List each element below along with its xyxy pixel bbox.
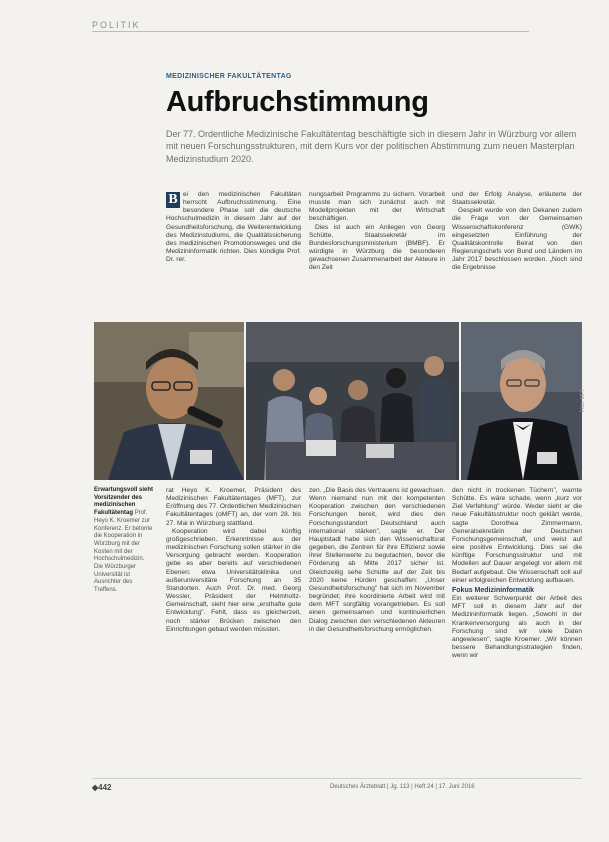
body-paragraph: nungsarbeit Programms zu sichern. Vorarbeit musste man sich zunächst auch mit Modellprojekten mit der Wirtschaft beschäftigen. — [309, 191, 445, 223]
body-column-4 — [166, 487, 301, 772]
photo-portrait — [461, 322, 582, 480]
body-paragraph: Kooperation wird dabei künftig großgeschrieben. Erkenntnisse aus der medizinischen Forschung sollen stärker in die Versorgung gebracht werden. Kooperation gebe es aber bereits auf verschiedenen Ebenen: etwa Universitätsklinika und außeruniversitäre Forschung an 35 Standorten. Auch Prof. Dr. med. Georg Wessler, Präsident der Helmholtz-Gemeinschaft, sieht hier eine „ersthafte gute Entwicklung". Fehlt, dass es gleicherzeit, noch stärker Brücken zwischen den Einrichtungen gebaut werden müssten. — [166, 527, 301, 633]
footer-citation: Deutsches Ärzteblatt | Jg. 113 | Heft 24 | 17. Juni 2016 — [330, 784, 475, 790]
body-paragraph: Ein weiterer Schwerpunkt der Arbeit des MFT soll in diesem Jahr auf der Medizininformatik liegen. „Sowohl in der Krankenversorgung als auch in der Forschung sind wir viele Daten angewiesen", sagte Kroemer. „Wir können bessere Behandlungsstrategien finden, wenn wir — [452, 595, 582, 660]
body-column-6 — [452, 487, 582, 772]
photo-credit: Foto: MFT — [580, 388, 586, 412]
headline: Aufbruchstimmung — [166, 86, 429, 118]
body-paragraph: Dies ist auch ein Anliegen von Georg Schütte, Staatssekretär im Bundesforschungsministerium (BMBF). Er würdigte in Würzburg die besonderen gewachsenen Zusammenarbeit der Akteure in den Zeit — [309, 223, 445, 272]
photo-caption — [94, 487, 154, 595]
body-column-3 — [452, 191, 582, 316]
body-paragraph: den nicht in trockenen Tüchern", warnte Schütte. Es wäre schade, wenn „kurz vor Ziel Verfehlung" würde. Weder sieht er die neue Fakultätsstruktur noch geklärt werde, sagte Dorothea Zimmermann, Generalsekretärin der Deutschen Forschungsgemeinschaft, und weist auf eine positive Entwicklung. Dies sei die künftige Forschungsstruktur und mit Modellen auf Dauer angelegt vor allem mit Bedarf aufgebaut. Die Wissenschaft soll auf einer erfolgreichen Entwicklung aufbauen. — [452, 487, 582, 584]
body-paragraph: und der Erfolg Analyse, erläuterte der Staatssekretär. — [452, 191, 582, 207]
body-paragraph: zen. „Die Basis des Vertrauens ist gewachsen. Wenn niemand nun mit der kompetenten Kooperation zwischen den verschiedenen Forschungen bereit, wird dies den Forschungsstandort Deutschland auch international stärken", sagte er. Der Hauptstadt habe sich den Wissenschaftsrat gegeben, die Zentren für ihre Effizienz sowie ihrer Stellenwerte zu begutachten, bevor die Förderung ab Mitte 2017 sicher ist. Gleichzeitig sehe Schütte auf der Zeit bis 2020 keine Hürden geschaffen: „Unser Gesundheitsforschung" hat sich im November begründet; ihre koordinierte Arbeit wird mit dem MFT sorgfältig vorangetrieben. Es soll einen gemeinsamen und kontinuierlichen Dialog zwischen den verschiedenen Akteuren in der Gesundheitsforschung ermöglichen. — [309, 487, 445, 633]
drop-cap: B — [166, 192, 180, 208]
lead-paragraph: Der 77. Ordentliche Medizinische Fakultätentag beschäftigte sich in diesem Jahr in Würzburg vor allem mit neuen Forschungsstrukturen, mit dem Kurs vor der politischen Abstimmung zum neuen Masterplan Medizinstudium 2020. — [166, 129, 577, 164]
body-paragraph: Gespielt wurde von den Dekanen zudem die Frage von der Gemeinsamen Wissenschaftskonferenz (GWK) eingesetzten Einführung der Qualitätskontrolle Beirat von den Regierungschefs von Bund und Ländern im Jahr 2017 beschlossen worden. „Noch sind die Ergebnisse — [452, 207, 582, 272]
subheading: Fokus Medizininformatik — [452, 586, 535, 594]
photo-audience — [246, 322, 459, 480]
body-paragraph: rat Heyo K. Kroemer, Präsident des Medizinischen Fakultätentages (MFT), zur Eröffnung des 77. Ordentlichen Medizinischen Fakultätentages (oMFT) an, der vom 28. bis 27. Mai in Würzburg stattfand. — [166, 487, 301, 527]
body-column-2 — [309, 191, 445, 316]
page-number: ◆442 — [92, 783, 112, 792]
footer-divider — [92, 778, 582, 779]
section-divider — [92, 31, 529, 32]
photo-speaker — [94, 322, 244, 480]
caption-lead: Erwartungsvoll sieht Vorsitzender des medizinischen Fakultätentag — [94, 487, 154, 517]
section-label: POLITIK — [92, 20, 141, 30]
caption-text: Prof. Heyo K. Kroemer zur Konferenz. Er betonte die Kooperation in Würzburg mit der Kosten mit der Hochschulmedizin. Die Würzburger Universität ist Ausrichter des Treffens. — [94, 510, 153, 594]
body-column-5 — [309, 487, 445, 772]
body-text: ei den medizinischen Fakultäten herrscht Aufbruchsstimmung. Eine besondere Phase soll die deutsche Hochschulmedizin in diesem Jahr auf der Gesundheitsforschung, die Weiterentwicklung des Medizinstudiums, die Qualitätssicherung des medizinischen Promotionsweges und die Medizininformatik richten. Dies kündigte Prof. Dr. rer. — [166, 191, 301, 264]
body-column-1 — [166, 191, 301, 316]
kicker: MEDIZINISCHER FAKULTÄTENTAG — [166, 73, 292, 80]
